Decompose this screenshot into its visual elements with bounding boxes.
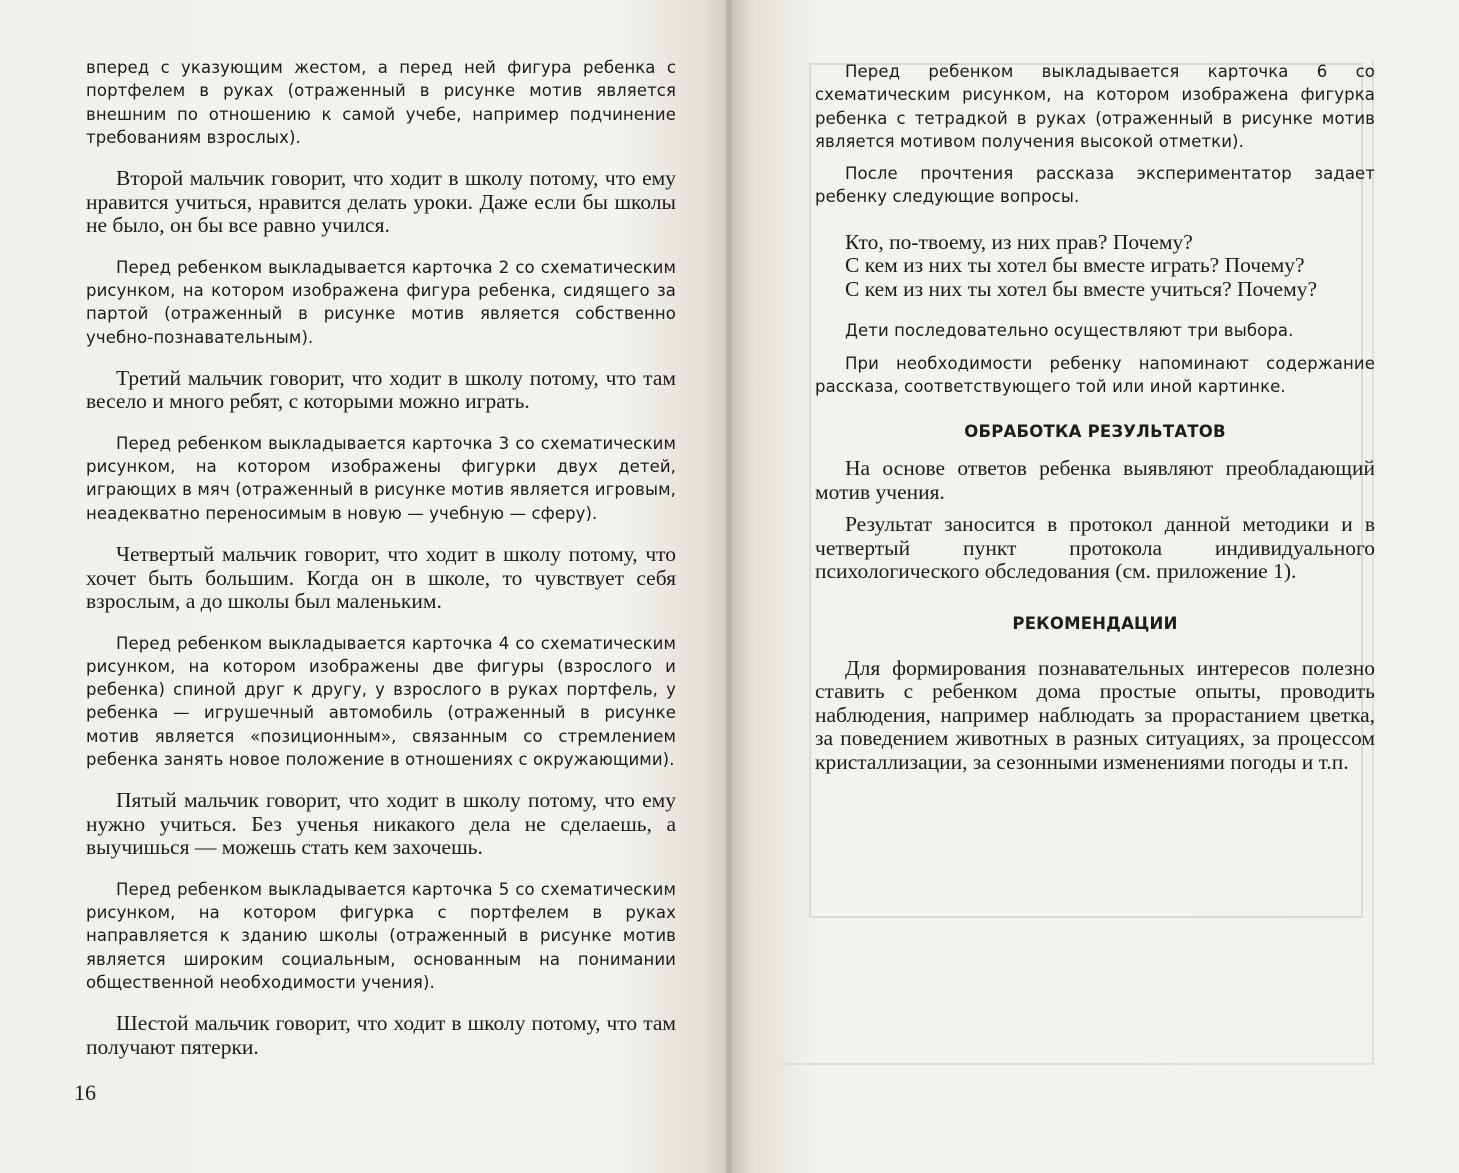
- paragraph-fourth-boy: Четвертый мальчик говорит, что ходит в школу потому, что хочет быть большим. Когда он в школе, то чувствует себя взрослым, а до школы был маленьким.: [86, 542, 676, 614]
- question-item: С кем из них ты хотел бы вместе учиться? Почему?: [845, 276, 1317, 301]
- right-page-text: [815, 60, 1375, 774]
- question-item: Кто, по-твоему, из них прав? Почему?: [845, 229, 1193, 254]
- left-page-text: [86, 56, 676, 1059]
- paragraph-recommendations: Для формирования познавательных интересов полезно ставить с ребенком дома простые опыты, проводить наблюдения, например наблюдать за прорастанием цветка, за поведением животных в разных ситуациях, за процессом кристаллизации, за сезонными изменениями погоды и т.п.: [815, 655, 1375, 774]
- recommendations-heading: РЕКОМЕНДАЦИИ: [1012, 613, 1178, 633]
- paragraph-reminder: При необходимости ребенку напоминают содержание рассказа, соответствующего той или иной картинке.: [815, 353, 1375, 396]
- paragraph-card4-description: Перед ребенком выкладывается карточка 4 со схематическим рисунком, на котором изображены две фигуры (взрослого и ребенка) спиной друг к другу, у взрослого в руках портфель, у ребенка — игрушечный автомобиль (отраженный в рисунке мотив является «позиционным», связанным со стремлением ребенка занять новое положение в отношениях с окружающими).: [86, 633, 676, 770]
- question-item: С кем из них ты хотел бы вместе играть? Почему?: [845, 253, 1305, 278]
- paragraph-card1-description: вперед с указующим жестом, а перед ней фигура ребенка с портфелем в руках (отраженный в рисунке мотив является внешним по отношению к самой учебе, например подчинение требованиям взрослых).: [86, 58, 676, 147]
- paragraph-third-boy: Третий мальчик говорит, что ходит в школу потому, что там весело и много ребят, с которыми можно играть.: [86, 365, 676, 414]
- paragraph-card3-description: Перед ребенком выкладывается карточка 3 со схематическим рисунком, на котором изображены фигурки двух детей, играющих в мяч (отраженный в рисунке мотив является игровым, неадекватно переносимым в новую — учебную — сферу).: [86, 433, 676, 523]
- paragraph-results-1: На основе ответов ребенка выявляют преобладающий мотив учения.: [815, 456, 1375, 504]
- results-heading: ОБРАБОТКА РЕЗУЛЬТАТОВ: [964, 422, 1226, 442]
- paragraph-three-choices: Дети последовательно осуществляют три выбора.: [845, 321, 1294, 341]
- paragraph-card2-description: Перед ребенком выкладывается карточка 2 со схематическим рисунком, на котором изображена фигура ребенка, сидящего за партой (отраженный в рисунке мотив является собственно учебно-познавательным).: [86, 257, 676, 347]
- paragraph-questions-intro: После прочтения рассказа экспериментатор задает ребенку следующие вопросы.: [815, 164, 1375, 207]
- paragraph-sixth-boy: Шестой мальчик говорит, что ходит в школу потому, что там получают пятерки.: [86, 1011, 676, 1059]
- left-page: [0, 0, 728, 1173]
- paragraph-second-boy: Второй мальчик говорит, что ходит в школу потому, что ему нравится учиться, нравится делать уроки. Даже если бы школы не было, он бы все равно учился.: [86, 166, 676, 238]
- page-number: 16: [74, 1080, 96, 1105]
- paragraph-card5-description: Перед ребенком выкладывается карточка 5 со схематическим рисунком, на котором фигурка с портфелем в руках направляется к зданию школы (отраженный в рисунке мотив является широким социальным, основанным на понимании общественной необходимости учения).: [86, 879, 676, 993]
- right-page: [732, 0, 1459, 1173]
- paragraph-fifth-boy: Пятый мальчик говорит, что ходит в школу потому, что ему нужно учиться. Без ученья никакого дела не сделаешь, а выучишься — можешь стать кем захочешь.: [86, 788, 676, 860]
- paragraph-results-2: Результат заносится в протокол данной методики и в четвертый пункт протокола индивидуального психологического обследования (см. приложение 1).: [815, 512, 1375, 584]
- questions-list: [815, 231, 1375, 302]
- paragraph-card6-description: Перед ребенком выкладывается карточка 6 со схематическим рисунком, на котором изображена фигурка ребенка с тетрадкой в руках (отраженный в рисунке мотив является мотивом получения высокой отметки).: [815, 62, 1375, 151]
